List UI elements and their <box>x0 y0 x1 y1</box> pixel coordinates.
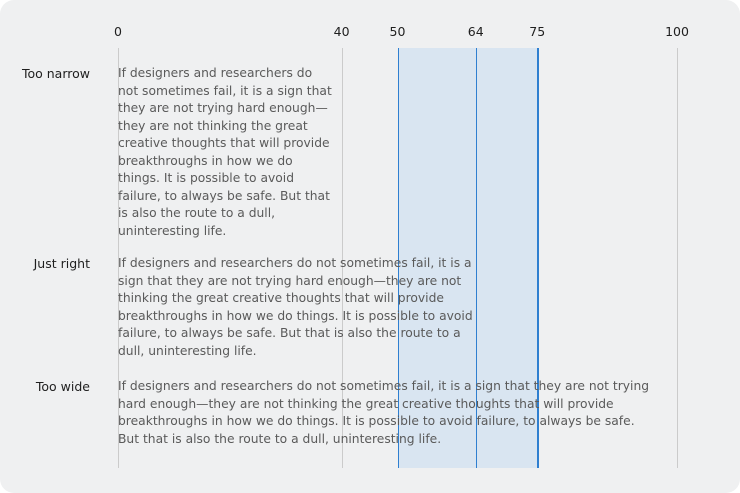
sample-text-too-narrow: If designers and researchers do not sometimes fail, it is a sign that they are not trying hard enough—they are not thinking the great creative thoughts that will provide breakthroughs in how we do things. It is possible to avoid failure, to always be safe. But that is also the route to a dull, uninteresting life. <box>118 66 332 238</box>
tick-label-100: 100 <box>665 24 689 39</box>
sample-text-too-wide: If designers and researchers do not sometimes fail, it is a sign that they are not trying hard enough—they are not thinking the great creative thoughts that will provide breakthroughs in how we do things. It is possible to avoid failure, to always be safe. But that is also the route to a dull, uninteresting life. <box>118 379 650 446</box>
row-label-just-right: Just right <box>33 256 90 271</box>
tick-label-75: 75 <box>529 24 546 39</box>
row-label-too-narrow: Too narrow <box>21 66 90 81</box>
tick-label-0: 0 <box>114 24 122 39</box>
tick-label-40: 40 <box>333 24 350 39</box>
row-label-too-wide: Too wide <box>35 379 90 394</box>
sample-text-just-right: If designers and researchers do not sometimes fail, it is a sign that they are not trying hard enough—they are not thinking the great creative thoughts that will provide breakthroughs in how we do things. It is possible to avoid failure, to always be safe. But that is also the route to a dull, uninteresting life. <box>118 256 473 358</box>
tick-label-50: 50 <box>389 24 406 39</box>
tick-label-64: 64 <box>467 24 484 39</box>
grid-line-100 <box>677 48 678 468</box>
